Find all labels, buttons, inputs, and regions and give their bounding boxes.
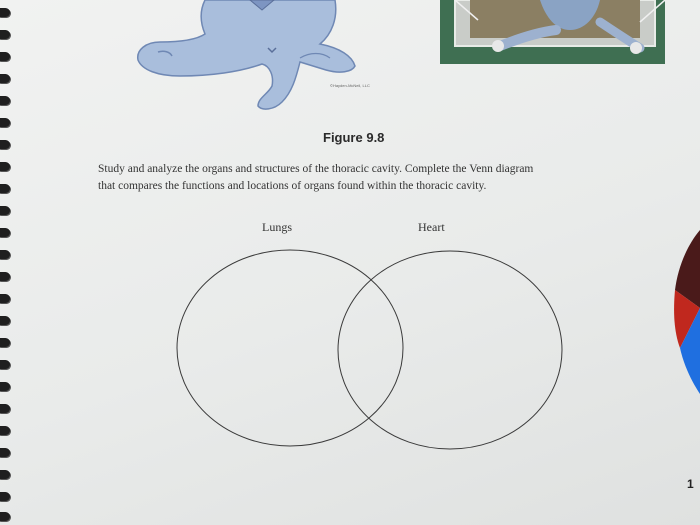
venn-circle-lungs[interactable] xyxy=(177,250,403,446)
instructions-line: Study and analyze the organs and structures of the thoracic cavity. Complete the Venn diagram xyxy=(98,163,534,175)
illustration-credit: ©Hayden-McNeil, LLC xyxy=(330,83,370,88)
instructions-line: that compares the functions and locations of organs found within the thoracic cavity. xyxy=(98,180,487,192)
page-number: 1 xyxy=(687,477,694,491)
venn-label-heart: Heart xyxy=(418,220,445,234)
figure-caption: Figure 9.8 xyxy=(323,130,385,145)
partial-pie-graphic xyxy=(666,230,700,400)
venn-label-lungs: Lungs xyxy=(262,220,292,234)
